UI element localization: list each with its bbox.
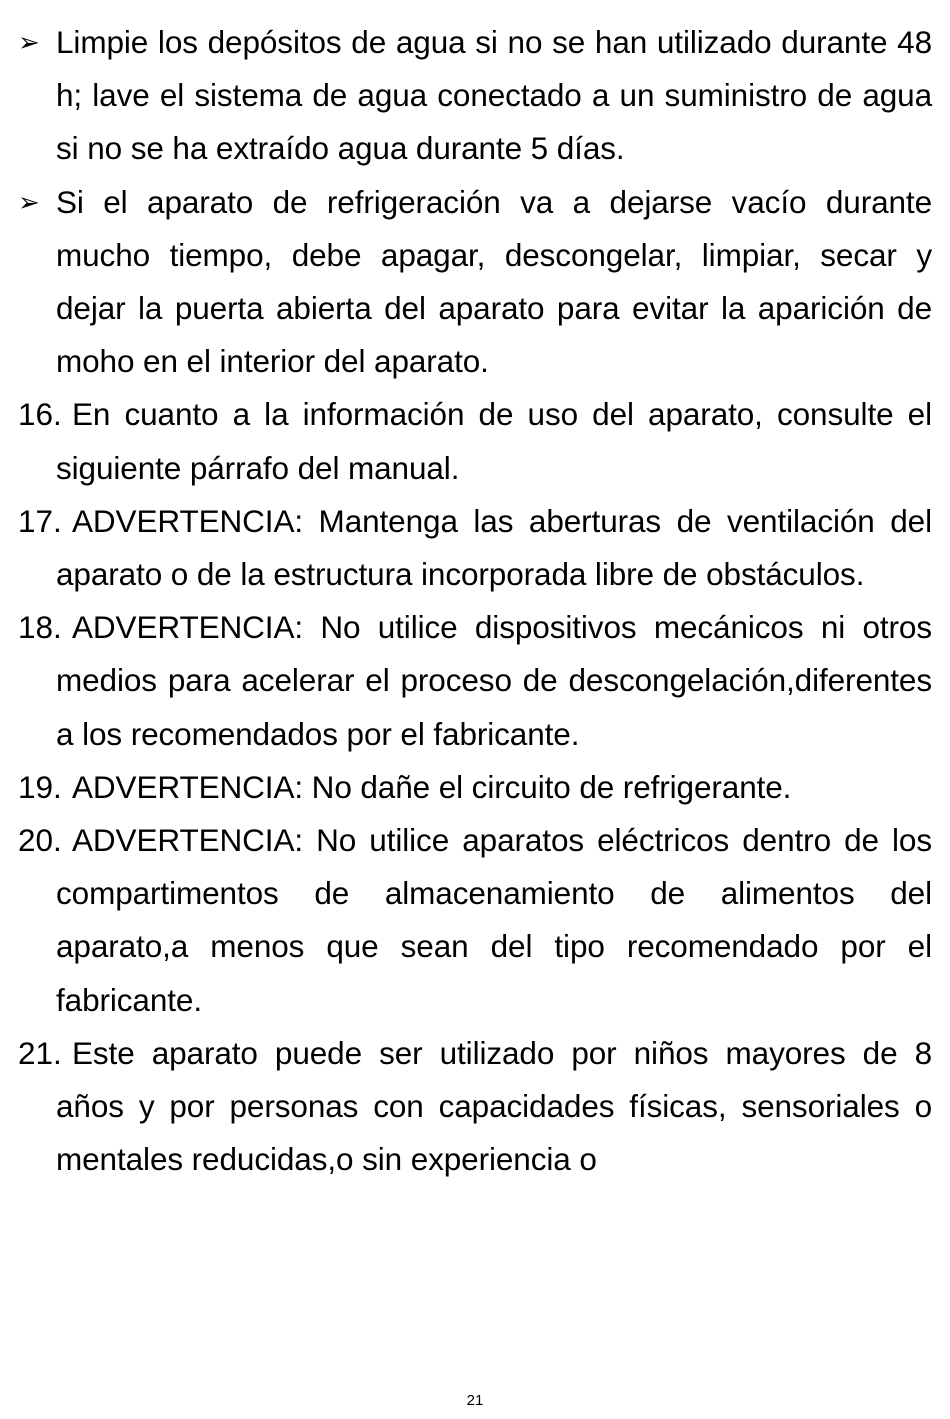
list-item <box>18 176 932 389</box>
list-item-text: ADVERTENCIA: Mantenga las aberturas de ventilación del aparato o de la estructura incorporada libre de obstáculos. <box>56 502 932 593</box>
list-item-text: Limpie los depósitos de agua si no se han utilizado durante 48 h; lave el sistema de agua conectado a un suministro de agua si no se ha extraído agua durante 5 días. <box>56 24 932 167</box>
item-number: 16. <box>18 396 62 433</box>
item-number: 20. <box>18 822 62 859</box>
item-number: 19. <box>18 768 62 805</box>
page-number: 21 <box>466 1392 484 1409</box>
list-item-text: ADVERTENCIA: No dañe el circuito de refrigerante. <box>72 768 792 805</box>
list-item-text: En cuanto a la información de uso del aparato, consulte el siguiente párrafo del manual. <box>56 396 932 486</box>
list-item-text: ADVERTENCIA: No utilice dispositivos mecánicos ni otros medios para acelerar el proceso de descongelación,diferentes a los recomendados por el fabricante. <box>56 609 932 752</box>
list-item <box>18 601 932 761</box>
item-number: 17. <box>18 502 62 539</box>
list-item-text: Si el aparato de refrigeración va a dejarse vacío durante mucho tiempo, debe apagar, descongelar, limpiar, secar y dejar la puerta abierta del aparato para evitar la aparición de moho en el interior del aparato. <box>56 183 932 380</box>
item-number: 18. <box>18 609 62 646</box>
arrow-bullet-icon: ➢ <box>18 27 40 57</box>
arrow-bullet-icon: ➢ <box>18 186 40 217</box>
list-item-text: Este aparato puede ser utilizado por niños mayores de 8 años y por personas con capacidades físicas, sensoriales o mentales reducidas,o sin experiencia o <box>56 1034 932 1178</box>
body-text <box>18 16 932 1186</box>
list-item <box>18 495 932 601</box>
item-number: 21. <box>18 1034 62 1071</box>
list-item-text: ADVERTENCIA: No utilice aparatos eléctricos dentro de los compartimentos de almacenamiento de alimentos del aparato,a menos que sean del tipo recomendado por el fabricante. <box>56 822 932 1018</box>
list-item <box>18 16 932 176</box>
list-item <box>18 814 932 1027</box>
list-item <box>18 761 932 814</box>
list-item <box>18 1027 932 1187</box>
list-item <box>18 388 932 494</box>
